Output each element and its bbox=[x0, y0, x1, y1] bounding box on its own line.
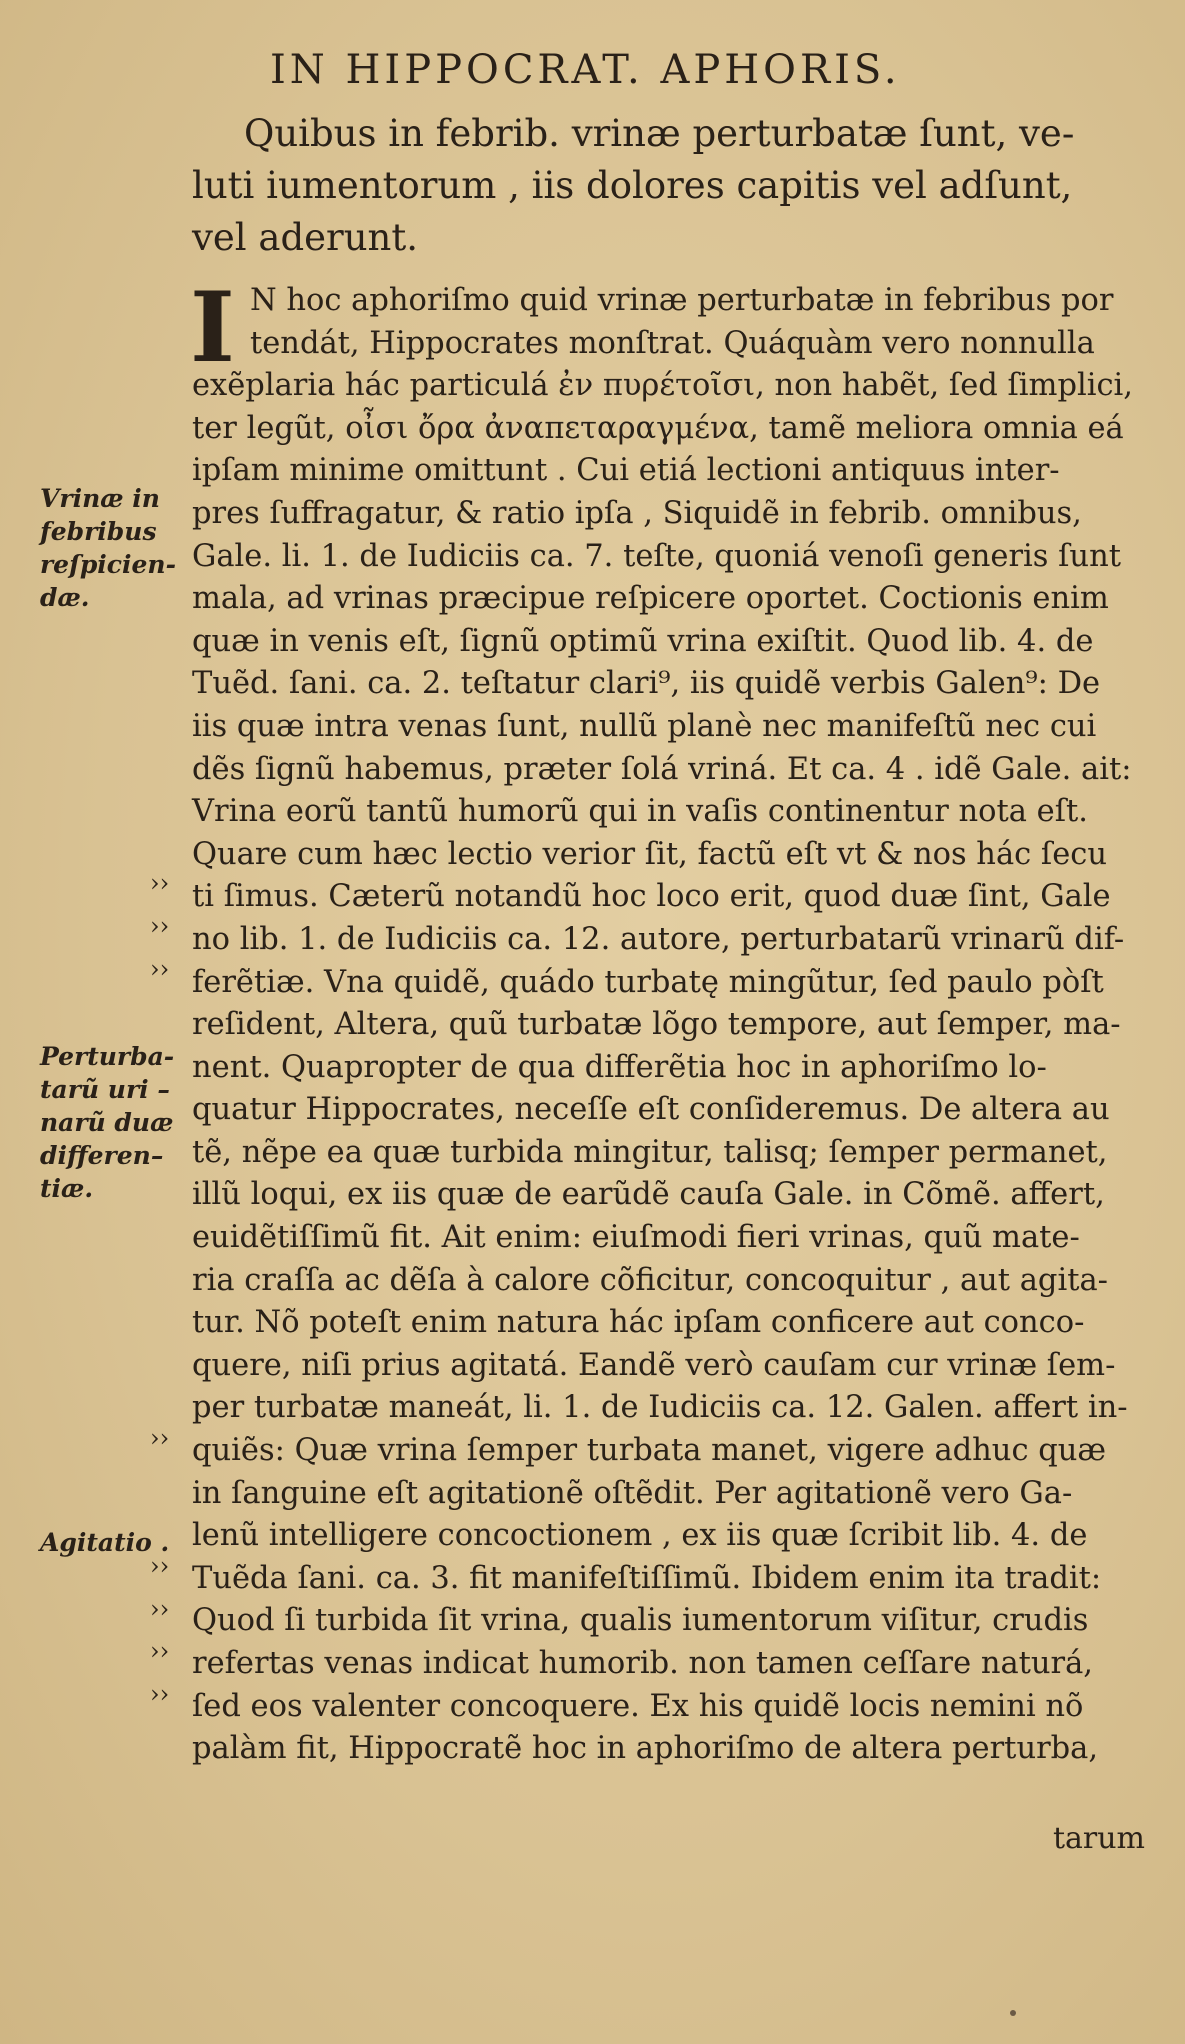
quotation-mark: ›› bbox=[150, 1680, 170, 1708]
text-line: reſident, Altera, quũ turbatæ lõgo tempore, aut ſemper, ma- bbox=[192, 1007, 1121, 1043]
text-line: iis quæ intra venas ſunt, nullũ planè nec manifeſtũ nec cui bbox=[192, 708, 1097, 744]
drop-cap: I bbox=[190, 271, 235, 384]
margin-note-differences bbox=[40, 1040, 190, 1205]
text-line: quatur Hippocrates, neceſſe eſt conſideremus. De altera au bbox=[192, 1092, 1110, 1128]
margin-note-line: reſpicien- bbox=[40, 550, 176, 579]
text-line: ria craſſa ac dẽſa à calore cõficitur, concoquitur , aut agita- bbox=[192, 1262, 1108, 1298]
text-line: lenũ intelligere concoctionem , ex iis quæ ſcribit lib. 4. de bbox=[192, 1518, 1088, 1554]
quotation-mark: ›› bbox=[150, 1637, 170, 1665]
margin-note-line: Agitatio . bbox=[40, 1528, 170, 1557]
text-line: tur. Nõ poteſt enim natura hác ipſam conficere aut conco- bbox=[192, 1305, 1085, 1341]
text-line: illũ loqui, ex iis quæ de earũdẽ cauſa Gale. in Cõmẽ. affert, bbox=[192, 1177, 1105, 1213]
text-line: quæ in venis eſt, ſignũ optimũ vrina exiſtit. Quod lib. 4. de bbox=[192, 623, 1094, 659]
margin-note-line: narũ duæ bbox=[40, 1108, 174, 1137]
text-line: pres ſuffragatur, & ratio ipſa , Siquidẽ in febrib. omnibus, bbox=[192, 495, 1082, 531]
heading-line: vel aderunt. bbox=[192, 216, 419, 259]
text-line: euidẽtiſſimũ fit. Ait enim: eiuſmodi fieri vrinas, quũ mate- bbox=[192, 1220, 1080, 1256]
text-line: exẽplaria hác particulá ἐν πυρέτοῖσι, non habẽt, ſed ſimplici, bbox=[192, 368, 1134, 404]
margin-note-line: differen– bbox=[40, 1141, 164, 1170]
quotation-mark: ›› bbox=[150, 955, 170, 983]
text-line: no lib. 1. de Iudiciis ca. 12. autore, perturbatarũ vrinarũ dif- bbox=[192, 921, 1125, 957]
text-line: Tuẽda ſani. ca. 3. fit manifeſtiſſimũ. Ibidem enim ita tradit: bbox=[192, 1560, 1102, 1596]
text-line: ferẽtiæ. Vna quidẽ, quádo turbatę mingũtur, ſed paulo pòſt bbox=[192, 964, 1104, 1000]
heading-line: luti iumentorum , iis dolores capitis vel adſunt, bbox=[192, 164, 1073, 207]
text-line: palàm fit, Hippocratẽ hoc in aphoriſmo de altera perturba, bbox=[192, 1731, 1099, 1767]
paper-speck bbox=[1010, 2010, 1016, 2016]
quotation-mark: ›› bbox=[150, 1424, 170, 1452]
aphorism-heading bbox=[192, 108, 1132, 264]
text-line: ter legũt, οἶσι ὄρα ἀναπεταραγμένα, tamẽ meliora omnia eá bbox=[192, 410, 1124, 446]
margin-note-urine bbox=[40, 482, 190, 614]
text-line: tendát, Hippocrates monſtrat. Quáquàm vero nonnulla bbox=[250, 325, 1095, 361]
text-line: N hoc aphoriſmo quid vrinæ perturbatæ in febribus por bbox=[250, 283, 1114, 318]
quotation-mark: ›› bbox=[150, 912, 170, 940]
text-line: ſed eos valenter concoquere. Ex his quidẽ locis nemini nõ bbox=[192, 1688, 1084, 1724]
margin-note-line: tarũ uri – bbox=[40, 1075, 170, 1104]
text-line: quiẽs: Quæ vrina ſemper turbata manet, vigere adhuc quæ bbox=[192, 1433, 1107, 1469]
margin-note-line: tiæ. bbox=[40, 1174, 94, 1203]
text-line: per turbatæ maneát, li. 1. de Iudiciis ca. 12. Galen. affert in- bbox=[192, 1390, 1128, 1426]
quotation-mark: ›› bbox=[150, 1595, 170, 1623]
margin-note-line: Perturba- bbox=[40, 1042, 175, 1071]
text-line: dẽs ſignũ habemus, præter ſolá vriná. Et ca. 4 . idẽ Gale. ait: bbox=[192, 751, 1132, 787]
commentary-text bbox=[190, 271, 1134, 1771]
quotation-mark: ›› bbox=[150, 1552, 170, 1580]
text-line: nent. Quapropter de qua differẽtia hoc in aphoriſmo lo- bbox=[192, 1049, 1047, 1085]
text-line: tẽ, nẽpe ea quæ turbida mingitur, talisq; ſemper permanet, bbox=[192, 1134, 1108, 1170]
text-line: in ſanguine eſt agitationẽ oſtẽdit. Per agitationẽ vero Ga- bbox=[192, 1475, 1073, 1511]
text-line: mala, ad vrinas præcipue reſpicere oportet. Coctionis enim bbox=[192, 581, 1109, 617]
text-line: Quod ſi turbida ſit vrina, qualis iumentorum viſitur, crudis bbox=[192, 1603, 1089, 1639]
text-line: quere, niſi prius agitatá. Eandẽ verò cauſam cur vrinæ ſem- bbox=[192, 1347, 1116, 1383]
text-line: Gale. li. 1. de Iudiciis ca. 7. teſte, quoniá venoſi generis ſunt bbox=[192, 538, 1121, 574]
text-line: Tuẽd. ſani. ca. 2. teſtatur clari⁹, iis quidẽ verbis Galen⁹: De bbox=[192, 666, 1101, 702]
margin-note-line: Vrinæ in bbox=[40, 484, 160, 513]
running-head: IN HIPPOCRAT. APHORIS. bbox=[270, 47, 901, 93]
text-line: refertas venas indicat humorib. non tamen ceſſare naturá, bbox=[192, 1646, 1094, 1681]
quotation-mark: ›› bbox=[150, 869, 170, 897]
margin-note-line: dæ. bbox=[40, 583, 90, 612]
heading-line: Quibus in febrib. vrinæ perturbatæ ſunt, ve- bbox=[244, 112, 1075, 155]
catchword: tarum bbox=[1052, 1821, 1145, 1856]
text-line: ti ſimus. Cæterũ notandũ hoc loco erit, quod duæ ſint, Gale bbox=[192, 879, 1111, 915]
text-line: ipſam minime omittunt . Cui etiá lectioni antiquus inter- bbox=[192, 453, 1060, 489]
text-line: Quare cum hæc lectio verior ſit, factũ eſt vt & nos hác ſecu bbox=[192, 836, 1107, 872]
text-line: Vrina eorũ tantũ humorũ qui in vaſis continentur nota eſt. bbox=[192, 794, 1088, 830]
margin-note-line: febribus bbox=[40, 517, 157, 546]
